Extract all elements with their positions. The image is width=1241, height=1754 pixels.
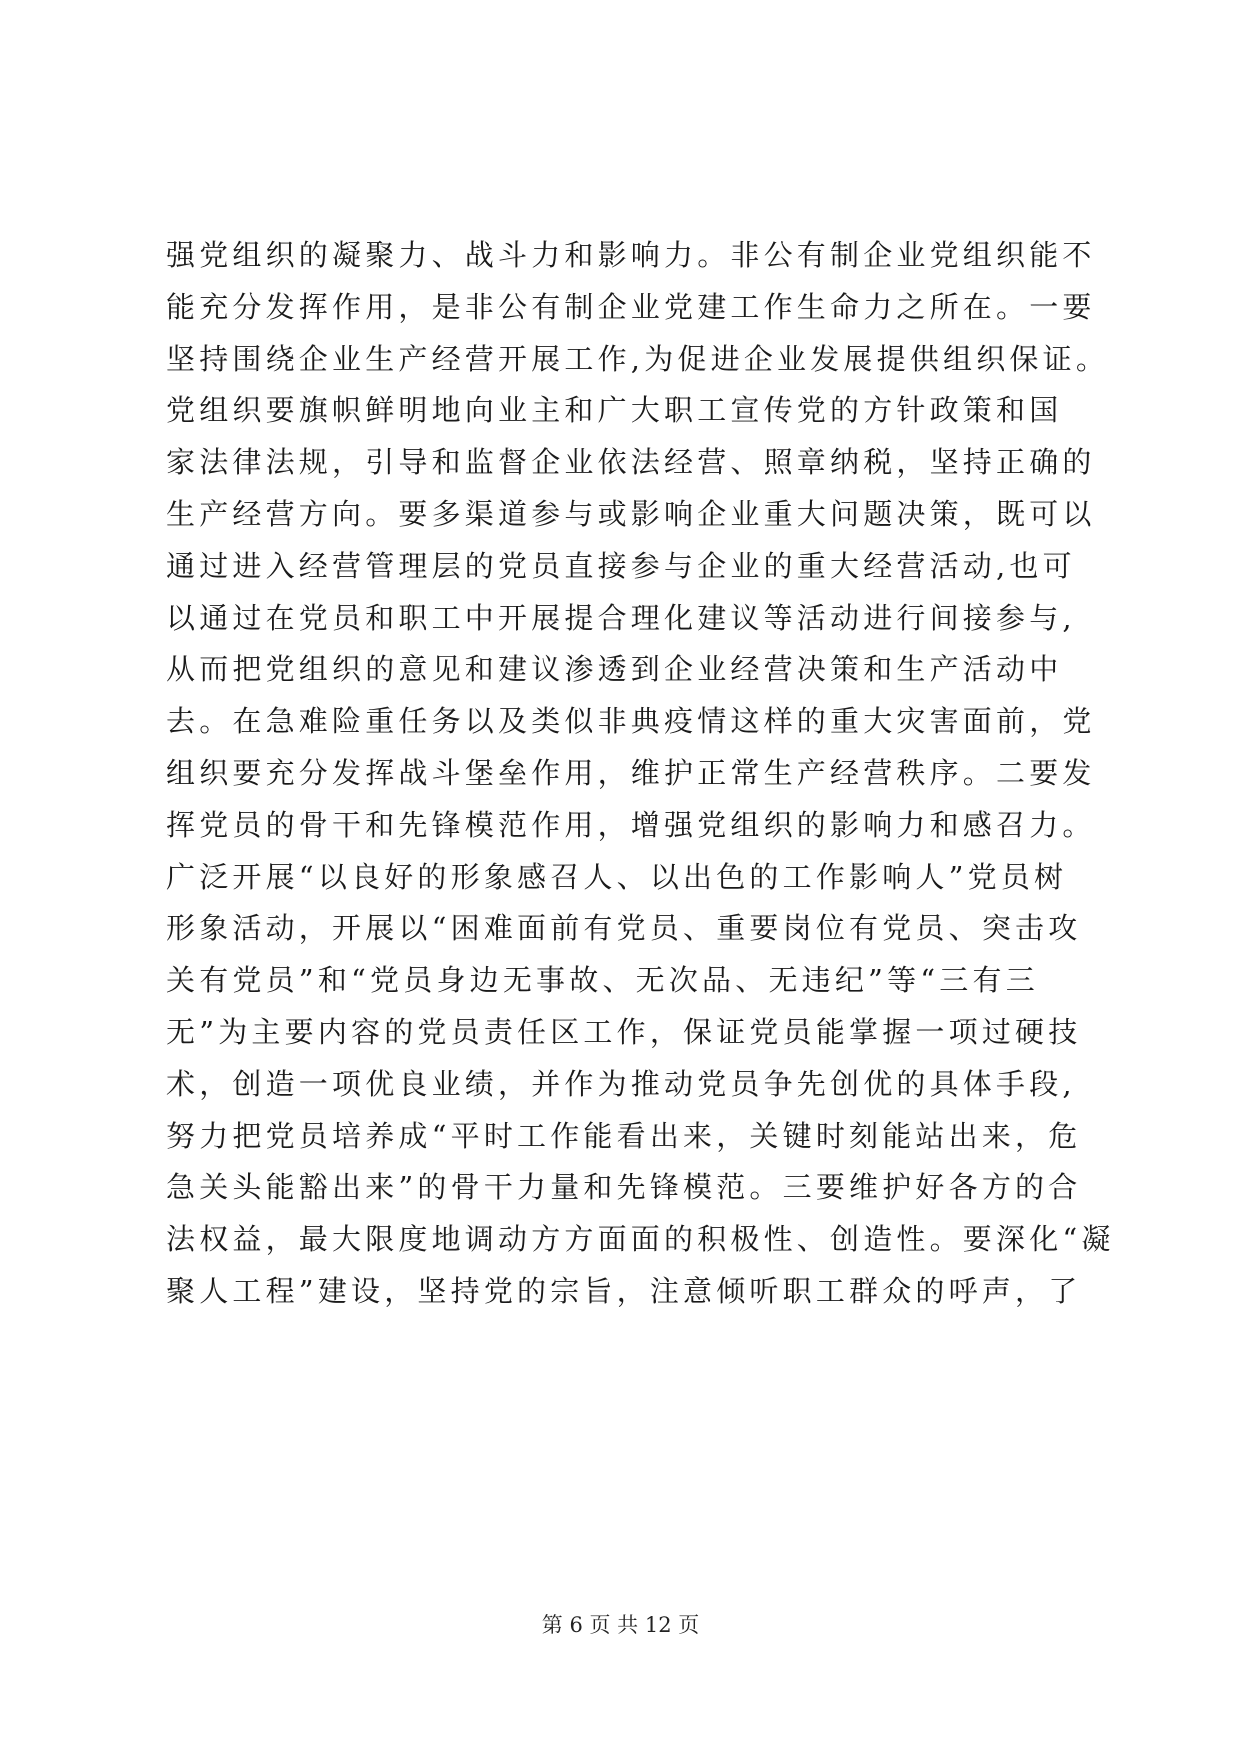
text-line: 努力把党员培养成“平时工作能看出来，关键时刻能站出来，危 xyxy=(166,1118,1082,1153)
text-line: 能充分发挥作用，是非公有制企业党建工作生命力之所在。一要 xyxy=(166,289,1096,324)
text-line: 从而把党组织的意见和建议渗透到企业经营决策和生产活动中 xyxy=(166,652,1063,687)
text-line: 广泛开展“以良好的形象感召人、以出色的工作影响人”党员树 xyxy=(166,859,1068,894)
text-line: 生产经营方向。要多渠道参与或影响企业重大问题决策，既可以 xyxy=(166,496,1096,531)
text-line: 急关头能豁出来”的骨干力量和先锋模范。三要维护好各方的合 xyxy=(166,1170,1082,1205)
text-line: 无”为主要内容的党员责任区工作，保证党员能掌握一项过硬技 xyxy=(166,1014,1082,1049)
page-footer xyxy=(0,1609,1241,1639)
text-line: 形象活动，开展以“困难面前有党员、重要岗位有党员、突击攻 xyxy=(166,911,1082,946)
text-line: 挥党员的骨干和先锋模范作用，增强党组织的影响力和感召力。 xyxy=(166,807,1096,842)
text-line: 家法律法规，引导和监督企业依法经营、照章纳税，坚持正确的 xyxy=(166,445,1096,480)
text-line: 强党组织的凝聚力、战斗力和影响力。非公有制企业党组织能不 xyxy=(166,238,1096,272)
text-line: 组织要充分发挥战斗堡垒作用，维护正常生产经营秩序。二要发 xyxy=(166,755,1096,790)
text-line: 去。在急难险重任务以及类似非典疫情这样的重大灾害面前，党 xyxy=(166,704,1096,739)
text-line: 法权益，最大限度地调动方方面面的积极性、创造性。要深化“凝 xyxy=(166,1222,1115,1257)
body-text xyxy=(166,230,1126,1318)
text-line: 通过进入经营管理层的党员直接参与企业的重大经营活动,也可 xyxy=(166,548,1076,583)
text-line: 党组织要旗帜鲜明地向业主和广大职工宣传党的方针政策和国 xyxy=(166,393,1063,428)
page-number: 第 6 页 共 12 页 xyxy=(541,1613,700,1637)
text-line: 坚持围绕企业生产经营开展工作,为促进企业发展提供组织保证。 xyxy=(166,341,1110,376)
text-line: 以通过在党员和职工中开展提合理化建议等活动进行间接参与, xyxy=(166,600,1076,635)
text-line: 术，创造一项优良业绩，并作为推动党员争先创优的具体手段, xyxy=(166,1066,1076,1101)
text-line: 聚人工程”建设，坚持党的宗旨，注意倾听职工群众的呼声，了 xyxy=(166,1273,1082,1308)
text-line: 关有党员”和“党员身边无事故、无次品、无违纪”等“三有三 xyxy=(166,963,1039,998)
